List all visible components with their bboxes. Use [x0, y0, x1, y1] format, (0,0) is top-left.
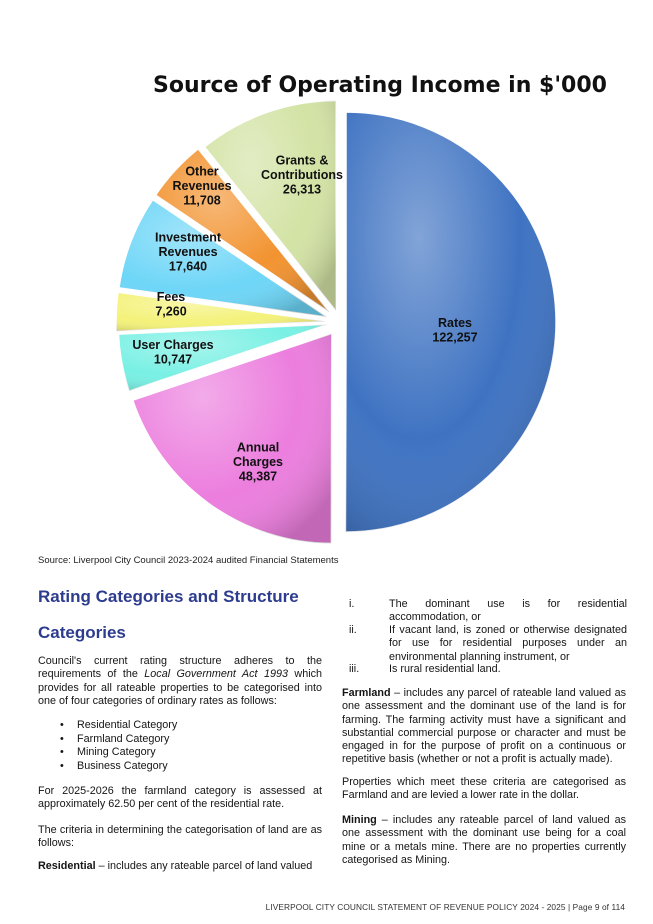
- pie-label-annual-charges: Annual Charges 48,387: [232, 440, 284, 484]
- act-name: Local Government Act 1993: [144, 668, 288, 681]
- list-item: • Residential Category: [58, 719, 177, 733]
- chart-source-note: Source: Liverpool City Council 2023-2024 audited Financial Statements: [38, 555, 339, 566]
- list-item: • Mining Category: [58, 746, 177, 760]
- pie-label-grants-contributions: Grants & Contributions 26,313: [261, 153, 343, 197]
- properties-paragraph: Properties which meet these criteria are categorised as Farmland and are levied a lower rate in the dollar.: [342, 776, 626, 802]
- residential-paragraph: Residential – includes any rateable parcel of land valued: [38, 860, 313, 872]
- page-footer: LIVERPOOL CITY COUNCIL STATEMENT OF REVENUE POLICY 2024 - 2025 | Page 9 of 114: [265, 902, 625, 912]
- pie-label-other-revenues: Other Revenues 11,708: [172, 164, 232, 208]
- mining-paragraph: Mining – includes any rateable parcel of land valued as one assessment with the dominant use being for a coal mine or a metals mine. There are no properties currently categorised as Mining.: [342, 814, 626, 866]
- list-item: • Farmland Category: [58, 733, 177, 747]
- farmland-paragraph: Farmland – includes any parcel of rateable land valued as one assessment and the dominant use of the land is for farming. The farming activity must have a significant and substantial commercial purpose or character and must be engaged in for the purpose of profit on a continuous or repetitive basis (whether or not a profit is actually made).: [342, 687, 626, 766]
- pie-label-investment-revenues: Investment Revenues 17,640: [155, 230, 221, 274]
- intro-paragraph: Council's current rating structure adheres to the requirements of the Local Government Act 1993 which provides for all rateable properties to be categorised into one of four categories of ordinary rates as follows:: [38, 655, 323, 707]
- section-heading-rating: Rating Categories and Structure: [38, 587, 299, 606]
- list-item: • Business Category: [58, 760, 177, 774]
- farmland-rate-paragraph: For 2025-2026 the farmland category is assessed at approximately 62.50 per cent of the residential rate.: [38, 785, 322, 811]
- pie-label-fees: Fees 7,260: [155, 289, 187, 319]
- pie-label-user-charges: User Charges 10,747: [132, 337, 214, 367]
- pie-label-rates: Rates 122,257: [432, 315, 478, 345]
- category-list: [58, 719, 177, 774]
- criteria-paragraph: The criteria in determining the categorisation of land are as follows:: [38, 824, 322, 850]
- section-heading-categories: Categories: [38, 623, 126, 642]
- chart-title: Source of Operating Income in $'000: [153, 73, 607, 98]
